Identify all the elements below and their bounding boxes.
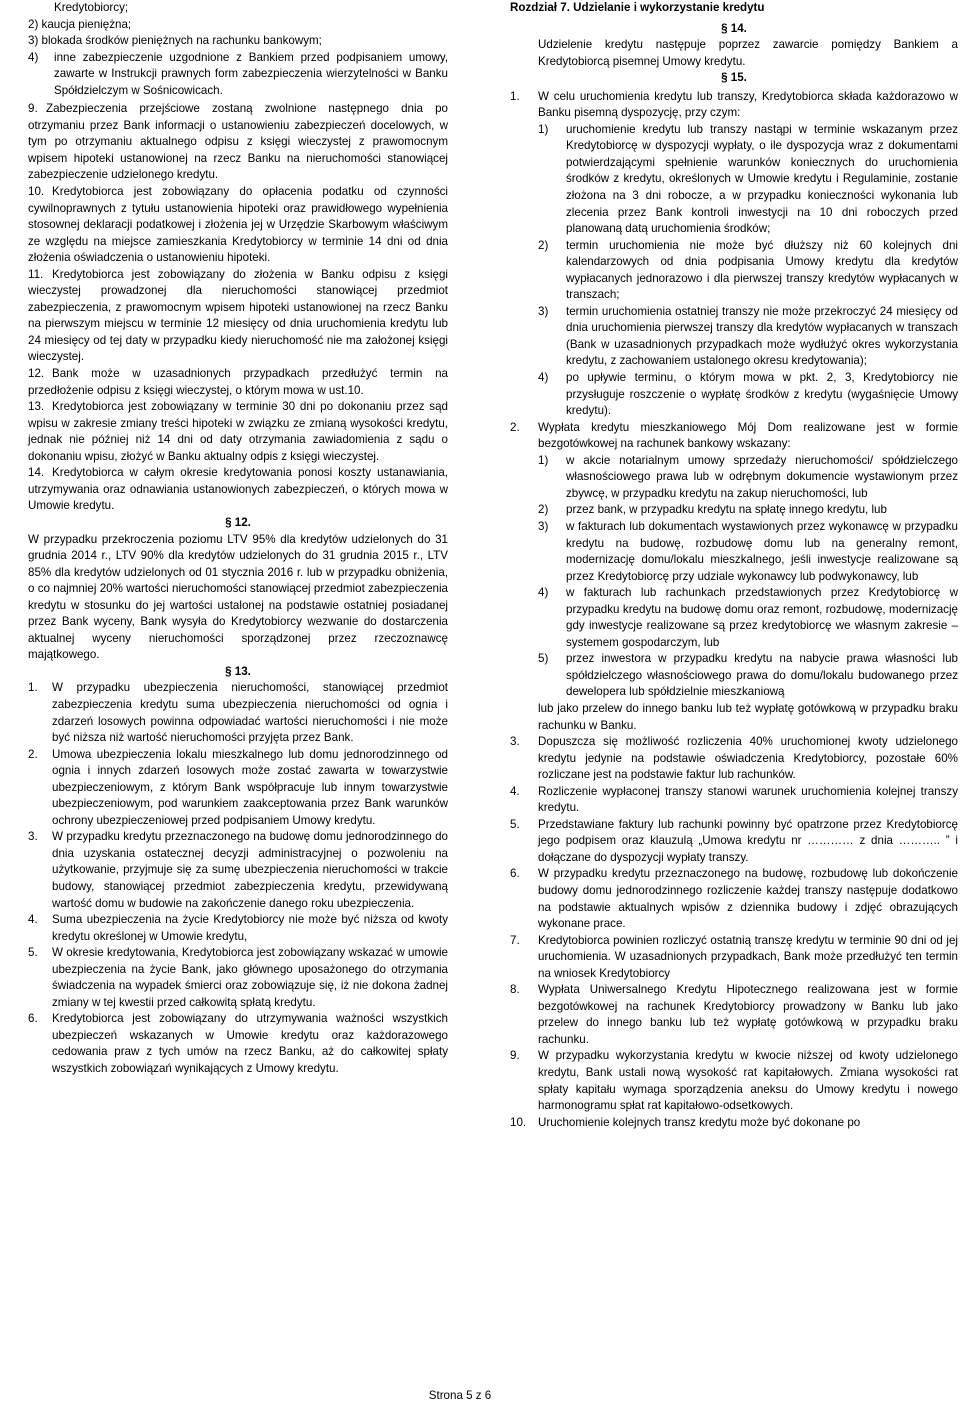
- section-15-item-1: 1. W celu uruchomienia kredytu lub transzy, Kredytobiorca składa każdorazowo w Banku pisemną dyspozycję, przy czym:: [510, 89, 958, 120]
- section-15-2-subitem-number: 1): [538, 453, 549, 467]
- section-15-2-subitem-text: w fakturach lub dokumentach wystawionych przez wykonawcę w przypadku kredytu na budowę, rozbudowę domu lub na generalny remont, modernizację domu/lokalu mieszkalnego, jeśli inwestycje realizowane są przez Kredytobiorcę przy udziale wykonawcy lub podwykonawcy, lub: [566, 519, 958, 583]
- section-15-item-6: [510, 982, 958, 1048]
- section-13-item-text: W okresie kredytowania, Kredytobiorca jest zobowiązany wskazać w umowie ubezpieczenia na życie Bank, jako głównego uposażonego do otrzymania świadczenia na wypadek śmierci oraz zobowiązuje się, iż nie dokona żadnej zmiany w tej kwestii przed całkowitą spłatą kredytu.: [52, 946, 448, 1009]
- section-heading-15: § 15.: [721, 71, 747, 85]
- section-13-item-number: 6.: [28, 1012, 38, 1026]
- section-15-2-subitem-5: [538, 651, 958, 701]
- section-13-item-text: Umowa ubezpieczenia lokalu mieszkalnego lub domu jednorodzinnego od ognia i innych zdarzeń losowych może zostać zawarta w towarzystwie ubezpieczeniowym, z którym Bank współpracuje lub innym towarzystwie ubezpieczeniowym, pod warunkiem zaakceptowania przez Bank warunków ochrony ubezpieczeniowej przed podpisaniem Umowy kredytu.: [52, 747, 448, 827]
- section-13-item-2: [28, 747, 448, 830]
- paragraph-13: 13. Kredytobiorca jest zobowiązany w terminie 30 dni po dokonaniu przez sąd wpisu w zakresie zmiany treści hipoteki w związku ze zmianą wysokości kredytu, jednak nie później niż 14 dni od daty otrzymania zawiadomienia z sądu o dokonaniu wpisu, złożyć w Banku aktualny odpis z księgi wieczystej.: [28, 400, 448, 463]
- section-15-2-subitem-2: [538, 502, 958, 519]
- section-15-1-subitem-number: 2): [538, 238, 549, 252]
- section-15-1-subitem-text: po upływie terminu, o którym mowa w pkt. 2, 3, Kredytobiorcy nie przysługuje roszczenie o wypłatę środków z kredytu (wygaśnięcie Umowy kredytu).: [566, 371, 958, 418]
- section-15-item-3: [510, 817, 958, 867]
- paragraph-12: 12. Bank może w uzasadnionych przypadkach przedłużyć termin na przedłożenie odpisu z księgi wieczystej, o którym mowa w ust.10.: [28, 367, 448, 397]
- section-13-item-text: Kredytobiorca jest zobowiązany do utrzymywania ważności wszystkich ubezpieczeń wskazanych w Umowie kredytu oraz każdorazowego cedowania praw z tych umów na rzecz Banku, aż do całkowitej spłaty wszystkich zobowiązań wynikających z Umowy kredytu.: [52, 1012, 448, 1075]
- section-heading-12: § 12.: [225, 515, 251, 529]
- section-15-item-number: 10.: [510, 1115, 527, 1129]
- section-15-item-5: [510, 933, 958, 983]
- section-15-item-2-tail: lub jako przelew do innego banku lub też wypłatę gotówkową w przypadku braku rachunku w Banku.: [538, 701, 958, 732]
- paragraph-9: 9. Zabezpieczenia przejściowe zostaną zwolnione następnego dnia po otrzymaniu przez Bank informacji o ustanowieniu zabezpieczeń docelowych, w tym po otrzymaniu aktualnego odpisu z księgi wieczystej z prawomocnym wpisem hipoteki ustanowionej na rzecz Banku na nieruchomości stanowiącej zabezpieczenie udzielonego kredytu.: [28, 102, 448, 182]
- section-15-item-number: 3.: [510, 735, 520, 749]
- section-15-item-text: W przypadku wykorzystania kredytu w kwocie niższej od kwoty udzielonego kredytu, Bank ustali nową wysokość rat kapitałowych. Zmiana wysokości rat spłaty kapitału wymaga sporządzenia aneksu do Umowy kredytu i nowego harmonogramu spłat rat kapitałowo-odsetkowych.: [538, 1049, 958, 1113]
- section-15-2-subitem-number: 2): [538, 503, 549, 517]
- section-12-text: W przypadku przekroczenia poziomu LTV 95% dla kredytów udzielonych do 31 grudnia 2014 r., LTV 90% dla kredytów udzielonych do 31 grudnia 2015 r., LTV 85% dla kredytów udzielonych od 01 stycznia 2016 r. lub w przypadku obniżenia, o co najmniej 20% wartości nieruchomości stanowiącej przedmiot zabezpieczenia kredytu w stosunku do jej wartości ustalonej na podstawie ostatniej posiadanej przez Bank wyceny, Bank wysyła do Kredytobiorcy wezwanie do dostarczenia aktualnej wyceny nieruchomości sporządzonej przez rzeczoznawcę majątkowego.: [28, 532, 448, 662]
- section-15-2-subitem-text: w akcie notarialnym umowy sprzedaży nieruchomości/ spółdzielczego własnościowego prawa lub w odrębnym dokumencie wystawionym przez zbywcę, w przypadku kredytu na zakup nieruchomości, lub: [566, 453, 958, 500]
- section-15-item-2-sublist: [510, 453, 958, 701]
- section-15-1-subitem-text: termin uruchomienia ostatniej transzy nie może przekroczyć 24 miesięcy od dnia uruchomienia pierwszej transzy dla kredytów wypłacanych w transzach (Bank w uzasadnionych przypadkach może wydłużyć okres wykorzystania kredytu, z zachowaniem ustalonego okresu kredytowania);: [566, 304, 958, 368]
- paragraph-14: 14. Kredytobiorca w całym okresie kredytowania ponosi koszty ustanawiania, utrzymywania oraz odnawiania ustanowionych zabezpieczeń, o których mowa w Umowie kredytu.: [28, 466, 448, 513]
- section-13-item-6: [28, 1011, 448, 1077]
- list-item-2: 2) kaucja pieniężna;: [28, 17, 132, 31]
- section-15-2-subitem-text: przez bank, w przypadku kredytu na spłatę innego kredytu, lub: [566, 503, 887, 517]
- section-15-1-subitem-2: [538, 238, 958, 304]
- section-15-item-8: [510, 1115, 958, 1132]
- section-15-2-subitem-number: 4): [538, 586, 549, 600]
- section-15-item-2: [510, 784, 958, 817]
- section-15-item-2: 2. Wypłata kredytu mieszkaniowego Mój Dom realizowane jest w formie bezgotówkowej na rachunek bankowy wskazany:: [510, 420, 958, 451]
- section-15-1-subitem-4: [538, 370, 958, 420]
- right-column: [510, 0, 958, 1131]
- paragraph-10: 10. Kredytobiorca jest zobowiązany do opłacenia podatku od czynności cywilnoprawnych z tytułu ustanowienia hipoteki oraz prawidłowego wypełnienia stosownej deklaracji podatkowej i złożenia jej w Urzędzie Skarbowym właściwym ze względu na miejsce zamieszkania Kredytobiorcy w terminie 14 dni od dnia złożenia oświadczenia o ustanowieniu hipoteki.: [28, 185, 448, 265]
- section-15-item-text: Przedstawiane faktury lub rachunki powinny być opatrzone przez Kredytobiorcę jego podpisem oraz klauzulą „Umowa kredytu nr ………… z dnia ……….. ” i dołączane do dyspozycji wypłaty transzy.: [538, 817, 958, 864]
- section-15-2-subitem-number: 5): [538, 652, 549, 666]
- section-15-2-subitem-3: [538, 519, 958, 585]
- section-15-item-text: Uruchomienie kolejnych transz kredytu może być dokonane po: [538, 1115, 861, 1129]
- section-13-item-text: W przypadku kredytu przeznaczonego na budowę domu jednorodzinnego do dnia uzyskania ostatecznej decyzji administracyjnej o pozwoleniu na użytkowanie, przyjmuje się za sumę ubezpieczenia nieruchomości w trakcie budowy, stanowiącej przedmiot zabezpieczenia kredytu, przewidywaną wartość domu w budowie na zakończenie danego roku ubezpieczenia.: [52, 830, 448, 910]
- section-13-item-3: [28, 829, 448, 912]
- section-15-1-subitem-text: termin uruchomienia nie może być dłuższy niż 60 kolejnych dni kalendarzowych od dnia podpisania Umowy kredytu dla kredytów wypłacanych jednorazowo i dla pierwszej transzy kredytów wypłacanych w transzach;: [566, 238, 958, 302]
- section-15-item-number: 9.: [510, 1049, 520, 1063]
- section-15-2-subitem-4: [538, 585, 958, 651]
- section-15-item-text: Wypłata Uniwersalnego Kredytu Hipotecznego realizowana jest w formie bezgotówkowej na rachunek Kredytobiorcy prowadzony w Banku lub jako przelew do innego banku lub też wypłatę gotówkową w przypadku braku rachunku.: [538, 983, 958, 1046]
- section-15-2-subitem-1: [538, 453, 958, 503]
- section-heading-14: § 14.: [721, 21, 747, 35]
- paragraph-11: 11. Kredytobiorca jest zobowiązany do złożenia w Banku odpisu z księgi wieczystej prowadzonej dla nieruchomości stanowiącej przedmiot zabezpieczenia, z prawomocnym wpisem hipoteki ustanowionej na rzecz Banku na pierwszym miejscu w terminie 12 miesięcy od dnia uruchomienia kredytu lub 24 miesięcy od tej daty w przypadku kiedy nieruchomość nie ma założonej księgi wieczystej.: [28, 267, 448, 364]
- intro-line: Kredytobiorcy;: [54, 1, 129, 14]
- section-14-text: Udzielenie kredytu następuje poprzez zawarcie pomiędzy Bankiem a Kredytobiorcą pisemnej Umowy kredytu.: [538, 38, 958, 68]
- list-item-3: 3) blokada środków pieniężnych na rachunku bankowym;: [28, 34, 322, 48]
- section-15-item-7: [510, 1048, 958, 1114]
- section-15-1-subitem-1: [538, 122, 958, 238]
- section-15-item-number: 5.: [510, 817, 520, 831]
- section-13-item-text: Suma ubezpieczenia na życie Kredytobiorcy nie może być niższa od kwoty kredytu określonej w Umowie kredytu,: [52, 913, 448, 943]
- section-15-item-4: [510, 866, 958, 932]
- list-item-4: 4) inne zabezpieczenie uzgodnione z Bankiem przed podpisaniem umowy, zawarte w Instrukcji prawnych form zabezpieczenia wierzytelności w Banku Spółdzielczym w Sośnicowicach.: [28, 50, 448, 100]
- section-13-item-number: 2.: [28, 747, 38, 761]
- section-15-1-subitem-number: 1): [538, 122, 549, 136]
- section-15-item-text: Kredytobiorca powinien rozliczyć ostatnią transzę kredytu w terminie 90 dni od jej uruchomienia. W uzasadnionych przypadkach, Bank może przedłużyć ten termin na wniosek Kredytobiorcy: [538, 933, 958, 980]
- section-15-item-1-sublist: [510, 122, 958, 420]
- section-15-item-number: 7.: [510, 933, 520, 947]
- section-15-1-subitem-number: 4): [538, 371, 549, 385]
- section-13-item-1: [28, 680, 448, 746]
- section-15-item-text: Rozliczenie wypłaconej transzy stanowi warunek uruchomienia kolejnej transzy kredytu.: [538, 784, 958, 815]
- section-15-items: [510, 734, 958, 1131]
- section-15-2-subitem-number: 3): [538, 519, 549, 533]
- section-13-item-number: 4.: [28, 913, 38, 927]
- section-15-item-text: Dopuszcza się możliwość rozliczenia 40% uruchomionej kwoty udzielonego kredytu jedynie na podstawie oświadczenia Kredytobiorcy, pozostałe 60% rozliczane jest na podstawie faktur lub rachunków.: [538, 735, 958, 782]
- section-15-1-subitem-3: [538, 304, 958, 370]
- section-15-item-1: [510, 734, 958, 784]
- section-13-item-number: 1.: [28, 681, 38, 695]
- section-13-item-number: 5.: [28, 946, 38, 960]
- section-15-item-number: 4.: [510, 784, 520, 798]
- section-heading-13: § 13.: [225, 664, 251, 678]
- section-15-2-subitem-text: przez inwestora w przypadku kredytu na nabycie prawa własności lub spółdzielczego własnościowego prawa do domu/lokalu budowanego przez dewelopera lub spółdzielnie mieszkaniową: [566, 652, 958, 699]
- chapter-title: Rozdział 7. Udzielanie i wykorzystanie kredytu: [510, 1, 765, 14]
- list-item-4-text: inne zabezpieczenie uzgodnione z Bankiem przed podpisaniem umowy, zawarte w Instrukcji prawnych form zabezpieczenia wierzytelności w Banku Spółdzielczym w Sośnicowicach.: [54, 50, 448, 97]
- section-15-item-number: 6.: [510, 867, 520, 881]
- section-15-item-text: W przypadku kredytu przeznaczonego na budowę, rozbudowę lub dokończenie budowy domu jednorodzinnego rozliczenie każdej transzy następuje dodatkowo na podstawie aktualnych wpisów z dziennika budowy i zdjęć obrazujących wykonane prace.: [538, 867, 958, 931]
- section-15-2-subitem-text: w fakturach lub rachunkach przedstawionych przez Kredytobiorcę w przypadku kredytu na budowę domu oraz remont, rozbudowę, modernizację gdy inwestycje realizowane są przez kredytobiorcę we własnym zakresie – systemem gospodarczym, lub: [566, 586, 958, 649]
- section-13-item-5: [28, 945, 448, 1011]
- section-13-item-number: 3.: [28, 830, 38, 844]
- left-column: [28, 0, 448, 1078]
- section-15-1-subitem-text: uruchomienie kredytu lub transzy nastąpi w terminie wskazanym przez Kredytobiorcę w dyspozycji wypłaty, o ile dyspozycja wraz z dokumentami potwierdzającymi spełnienie warunków koniecznych do uruchomienia środków z kredytu, określonych w Umowie kredytu i Regulaminie, zostanie złożona na 3 dni robocze, a w przypadku konieczności wykonania lub zlecenia przez Bank kontroli inwestycji na 10 dni roboczych przed planowaną datą uruchomienia środków;: [566, 122, 958, 236]
- section-13-item-4: [28, 912, 448, 945]
- page-number: Strona 5 z 6: [428, 1389, 492, 1402]
- section-15-item-number: 8.: [510, 983, 520, 997]
- section-13-item-text: W przypadku ubezpieczenia nieruchomości, stanowiącej przedmiot zabezpieczenia kredytu suma ubezpieczenia nieruchomości od ognia i zdarzeń losowych powinna odpowiadać wartości nieruchomości i nie może być niższa niż wartość nieruchomości przyjęta przez Bank.: [52, 681, 448, 745]
- section-15-1-subitem-number: 3): [538, 304, 549, 318]
- section-13-list: [28, 680, 448, 1077]
